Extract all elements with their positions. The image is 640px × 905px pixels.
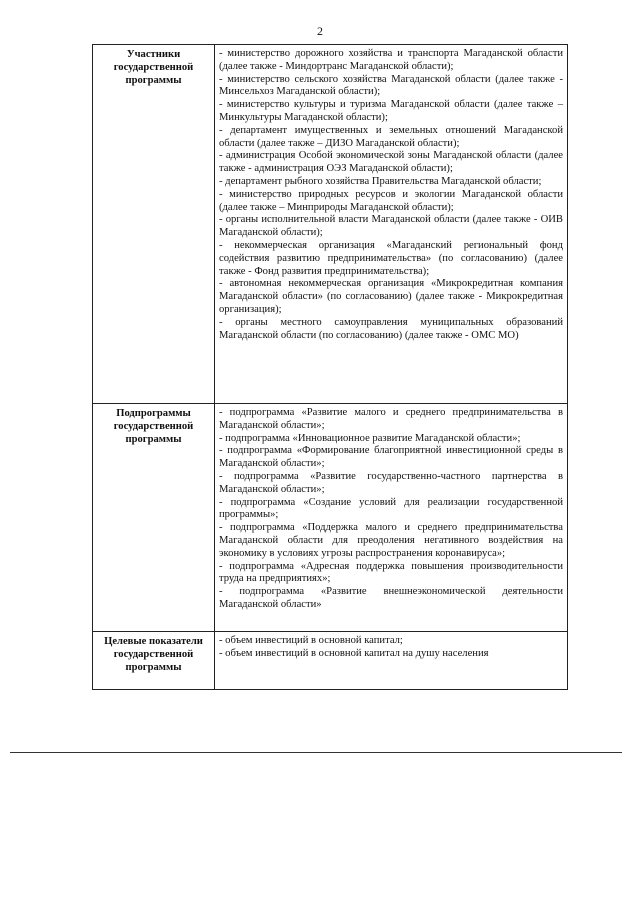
list-item: - подпрограмма «Формирование благоприятной инвестиционной среды в Магаданской области»; <box>219 445 563 470</box>
list-item: - органы местного самоуправления муниципальных образований Магаданской области (по согласованию) (далее также - ОМС МО) <box>219 316 563 341</box>
row-content-targets <box>215 632 568 690</box>
list-item: - подпрограмма «Развитие государственно-частного партнерства в Магаданской области»; <box>219 470 563 495</box>
list-item: - подпрограмма «Поддержка малого и среднего предпринимательства Магаданской области для преодоления негативного воздействия на экономику в условиях угрозы распространения коронавируса»; <box>219 522 563 559</box>
list-item: - министерство природных ресурсов и экологии Магаданской области (далее также – Минприроды Магаданской области); <box>219 188 563 213</box>
list-item: - администрация Особой экономической зоны Магаданской области (далее также - администрация ОЭЗ Магаданской области); <box>219 150 563 175</box>
list-item: - министерство культуры и туризма Магаданской области (далее также – Минкультуры Магаданской области); <box>219 99 563 123</box>
program-passport-table <box>92 44 568 690</box>
row-heading-subprograms: Подпрограммы государственной программы <box>93 404 215 632</box>
list-item: - подпрограмма «Создание условий для реализации государственной программы»; <box>219 496 563 521</box>
list-item: - департамент рыбного хозяйства Правительства Магаданской области; <box>219 175 542 187</box>
table-row-participants <box>93 45 568 404</box>
table-row-targets <box>93 632 568 690</box>
row-heading-participants: Участники государственной программы <box>93 45 215 404</box>
list-item: - объем инвестиций в основной капитал; <box>219 635 403 646</box>
footer-divider <box>10 752 622 753</box>
list-item: - министерство дорожного хозяйства и транспорта Магаданской области (далее также - Миндортранс Магаданской области); <box>219 48 563 72</box>
row-content-subprograms <box>215 404 568 632</box>
list-item: - некоммерческая организация «Магаданский региональный фонд содействия развитию предпринимательства» (по согласованию) (далее также - Фонд развития предпринимательства); <box>219 239 563 277</box>
list-item: - подпрограмма «Инновационное развитие Магаданской области»; <box>219 432 521 444</box>
list-item: - подпрограмма «Адресная поддержка повышения производительности труда на предприятиях»; <box>219 560 563 585</box>
list-item: - подпрограмма «Развитие малого и среднего предпринимательства в Магаданской области»; <box>219 407 563 431</box>
list-item: - объем инвестиций в основной капитал на душу населения <box>219 647 489 659</box>
list-item: - подпрограмма «Развитие внешнеэкономической деятельности Магаданской области» <box>219 586 563 610</box>
row-heading-targets: Целевые показатели государственной программы <box>93 632 215 690</box>
page-number: 2 <box>317 24 323 38</box>
list-item: - органы исполнительной власти Магаданской области (далее также - ОИВ Магаданской области); <box>219 214 563 239</box>
list-item: - министерство сельского хозяйства Магаданской области (далее также - Минсельхоз Магаданской области); <box>219 73 563 98</box>
list-item: - автономная некоммерческая организация «Микрокредитная компания Магаданской области» (по согласованию) (далее также - Микрокредитная организация); <box>219 278 563 315</box>
table-row-subprograms <box>93 404 568 632</box>
list-item: - департамент имущественных и земельных отношений Магаданской области (далее также – ДИЗО Магаданской области); <box>219 124 563 149</box>
row-content-participants <box>215 45 568 404</box>
